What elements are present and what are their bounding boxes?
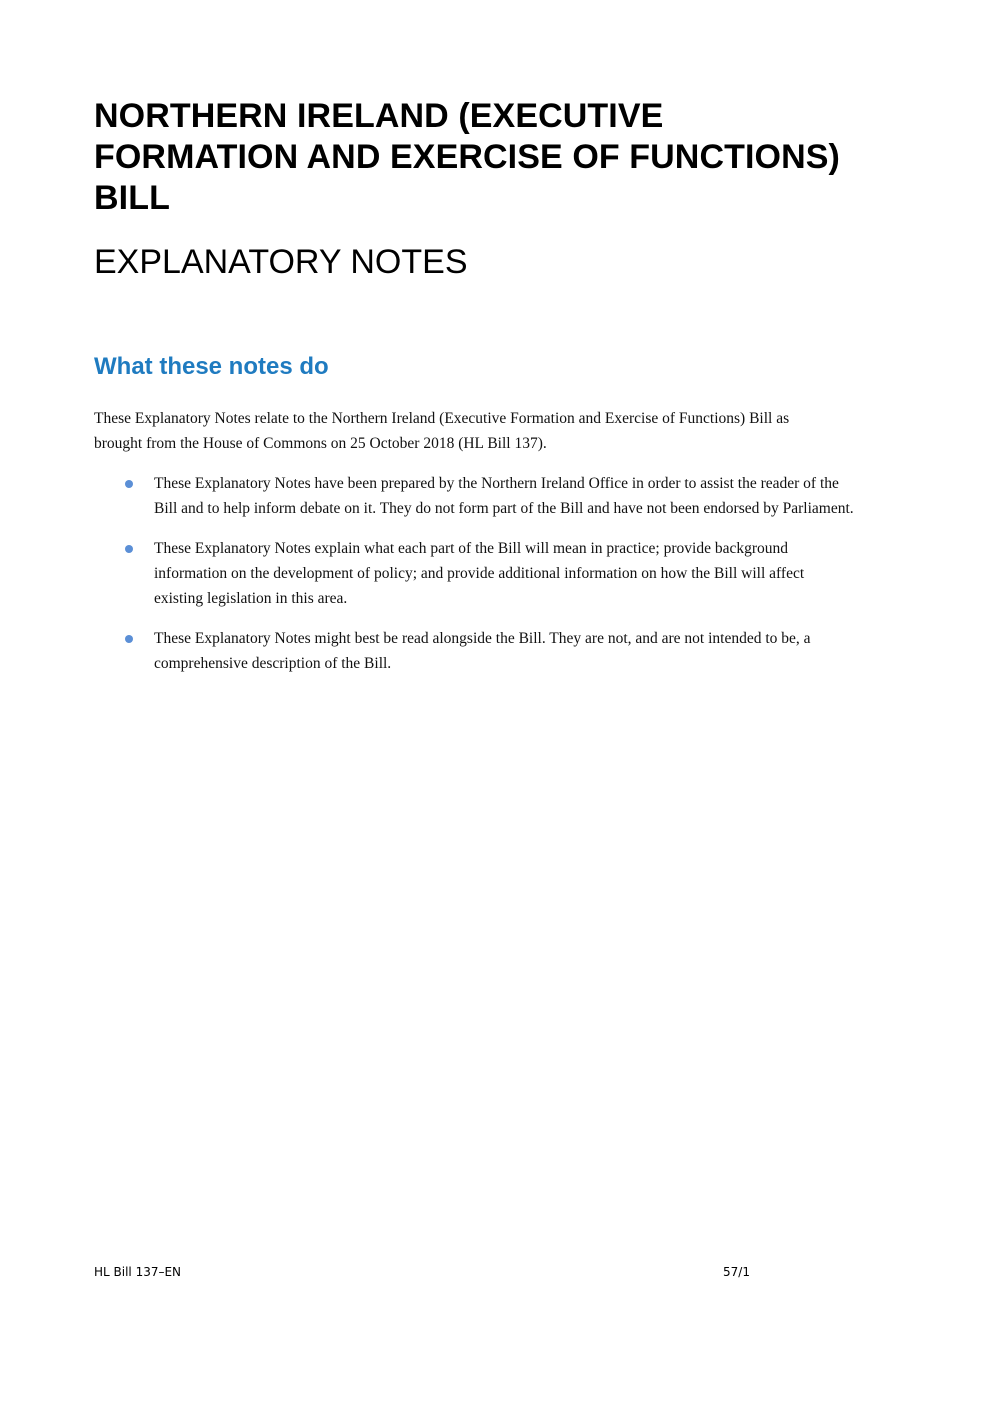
bullet-text: These Explanatory Notes might best be read alongside the Bill. They are not, and are not intended to be, a comprehensive description of the Bill. (154, 630, 811, 672)
document-title: NORTHERN IRELAND (EXECUTIVE FORMATION AND EXERCISE OF FUNCTIONS) BILL (94, 97, 840, 217)
intro-paragraph: These Explanatory Notes relate to the Northern Ireland (Executive Formation and Exercise of Functions) Bill as brought from the House of Commons on 25 October 2018 (HL Bill 137). (94, 410, 790, 452)
bullet-item (94, 536, 854, 611)
footer-page-code: 57/1 (723, 1265, 750, 1279)
bullet-dot-icon (125, 480, 133, 488)
bullet-dot-icon (125, 545, 133, 553)
bullet-dot-icon (125, 635, 133, 643)
bullet-list (94, 471, 874, 691)
bullet-text: These Explanatory Notes explain what each part of the Bill will mean in practice; provide background information on the development of policy; and provide additional information on how the Bill will affect existing legislation in this area. (154, 540, 805, 607)
section-heading: What these notes do (94, 353, 329, 380)
bullet-text: These Explanatory Notes have been prepared by the Northern Ireland Office in order to assist the reader of the Bill and to help inform debate on it. They do not form part of the Bill and have not been endorsed by Parliament. (154, 475, 854, 517)
footer-bill-reference: HL Bill 137–EN (94, 1265, 182, 1279)
bullet-item (94, 626, 854, 676)
bullet-item (94, 471, 854, 521)
document-subtitle: EXPLANATORY NOTES (94, 243, 468, 281)
